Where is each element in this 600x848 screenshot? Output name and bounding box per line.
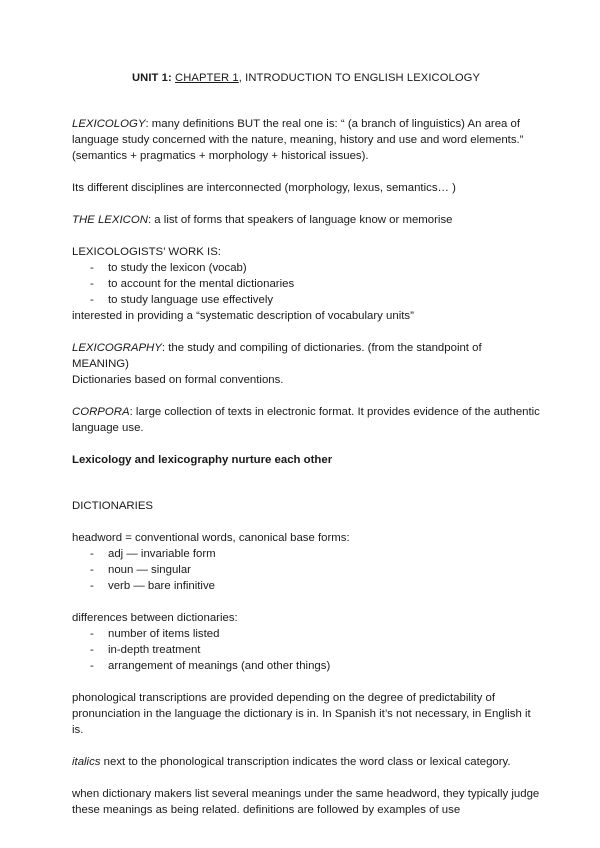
lexicon-text: : a list of forms that speakers of language know or memorise [147,214,453,226]
lexicography-text: : the study and compiling of dictionaries. (from the standpoint of MEANING) [72,342,482,370]
lexicologists-list [72,260,540,308]
lexicography-paragraph [72,340,540,372]
lexicon-term: THE LEXICON [72,214,148,226]
page-title [72,70,540,86]
corpora-paragraph [72,404,540,436]
document-page [72,70,540,818]
list-item: - arrangement of meanings (and other things) [72,658,540,674]
italics-paragraph [72,754,540,770]
lexicography-line2: Dictionaries based on formal conventions. [72,374,284,386]
differences-list [72,626,540,674]
lexicology-paragraph [72,116,540,164]
list-item: - in-depth treatment [72,642,540,658]
lexicology-term: LEXICOLOGY [72,118,146,130]
list-item: - to study language use effectively [72,292,540,308]
list-item: - noun — singular [72,562,540,578]
list-item: - verb — bare infinitive [72,578,540,594]
list-item: - to account for the mental dictionaries [72,276,540,292]
headword-list [72,546,540,594]
headword-intro: headword = conventional words, canonical base forms: [72,532,350,544]
meanings-paragraph: when dictionary makers list several meanings under the same headword, they typically judge these meanings as being related. definitions are followed by examples of use [72,788,540,816]
nurture-heading: Lexicology and lexicography nurture each other [72,454,333,466]
lexicologists-heading: LEXICOLOGISTS’ WORK IS: [72,246,221,258]
chapter-label: CHAPTER 1 [175,72,239,84]
list-item: - adj — invariable form [72,546,540,562]
unit-label: UNIT 1: [131,72,172,84]
italics-term: italics [72,756,101,768]
phonological-paragraph: phonological transcriptions are provided depending on the degree of predictability of pronunciation in the language the dictionary is in. In Spanish it’s not necessary, in English it is. [72,692,531,736]
differences-intro: differences between dictionaries: [72,612,238,624]
lexicon-paragraph [72,212,540,228]
lexicography-term: LEXICOGRAPHY [72,342,162,354]
list-item: - to study the lexicon (vocab) [72,260,540,276]
dictionaries-heading: DICTIONARIES [72,500,154,512]
italics-text: next to the phonological transcription indicates the word class or lexical category. [100,756,511,768]
corpora-text: : large collection of texts in electronic format. It provides evidence of the authentic language use. [72,406,540,434]
lexicology-text: : many definitions BUT the real one is: “ (a branch of linguistics) An area of language study concerned with the nature, meaning, history and use and word elements.” (semantics + pragmatics + morphology + historical issues). [72,118,524,162]
list-item: - number of items listed [72,626,540,642]
lexicologists-after: interested in providing a “systematic description of vocabulary units” [72,310,414,322]
title-rest: , INTRODUCTION TO ENGLISH LEXICOLOGY [238,72,481,84]
disciplines-paragraph: Its different disciplines are interconnected (morphology, lexus, semantics… ) [72,182,456,194]
corpora-term: CORPORA [72,406,130,418]
